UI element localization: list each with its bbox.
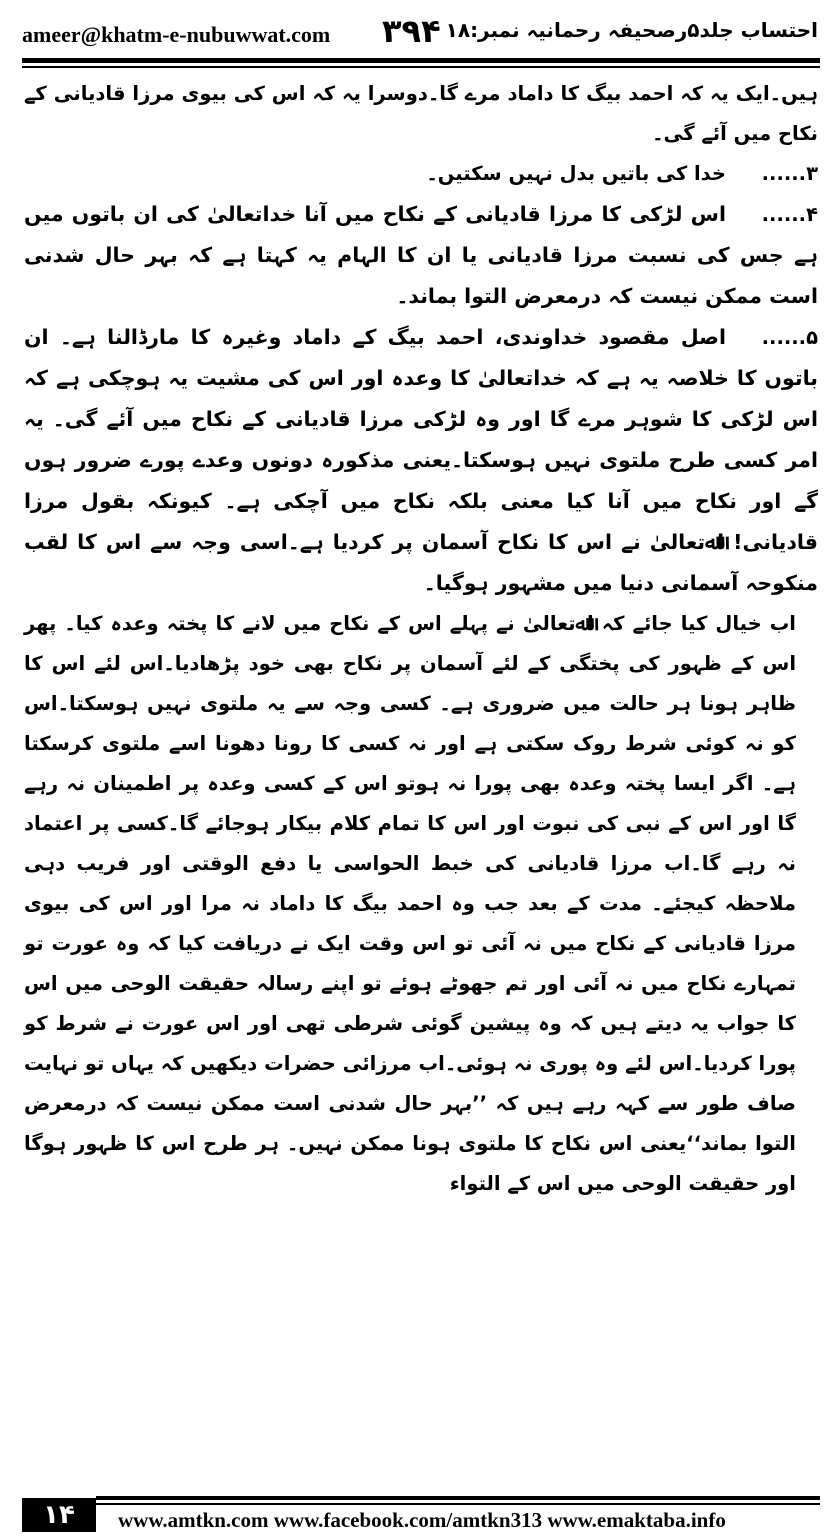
- paragraph-text: اس لڑکی کا مرزا قادیانی کے نکاح میں آنا خداتعالیٰ کی ان باتوں میں ہے جس کی نسبت مرزا قادیانی یا ان کا الہام یہ کہتا ہے کہ بہر حال شدنی است ممکن نیست کہ درمعرض التوا بماند۔: [24, 202, 818, 308]
- header-page-number: ۳۹۴: [382, 12, 441, 50]
- paragraph-text: ہیں۔ایک یہ کہ احمد بیگ کا داماد مرے گا۔دوسرا یہ کہ اس کی بیوی مرزا قادیانی کے نکاح میں آئے گی۔: [24, 82, 818, 145]
- page-header: [0, 0, 840, 62]
- footer-page-number: ۱۴: [22, 1498, 96, 1532]
- paragraph-item-4: [24, 194, 818, 317]
- page-footer: [0, 1490, 840, 1540]
- footer-rule-thick: [96, 1496, 820, 1500]
- page-body: [24, 74, 818, 1204]
- footer-urls: www.amtkn.com www.facebook.com/amtkn313 www.emaktaba.info: [118, 1508, 726, 1532]
- item-number: ۴......: [761, 203, 818, 226]
- paragraph-text: خدا کی باتیں بدل نہیں سکتیں۔: [426, 162, 726, 185]
- paragraph-text: اب خیال کیا جائے کہ اﷲتعالیٰ نے پہلے اس کے نکاح میں لانے کا پختہ وعدہ کیا۔ پھر اس کے ظہور کی پختگی کے لئے آسمان پر نکاح بھی خود پڑھادیا۔اس لئے اس کا ظاہر ہونا ہر حالت میں ضروری ہے۔ کسی وجہ سے یہ ملتوی نہیں ہوسکتا۔اس کو نہ کوئی شرط روک سکتی ہے اور نہ کسی کا رونا دھونا اسے ملتوی کرسکتا ہے۔ اگر ایسا پختہ وعدہ بھی پورا نہ ہوتو اس کے کسی وعدہ پر اطمینان نہ رہے گا اور اس کے نبی کی نبوت اور اس کا تمام کلام بیکار ہوجائے گا۔کسی پر اعتماد نہ رہے گا۔اب مرزا قادیانی کی خبط الحواسی یا دفع الوقتی اور فریب دہی ملاحظہ کیجئے۔ مدت کے بعد جب وہ احمد بیگ کا داماد نہ مرا اور اس کی بیوی مرزا قادیانی کے نکاح میں نہ آئی تو اس وقت ایک نے دریافت کیا کہ وہ عورت تو تمہارے نکاح میں نہ آئی اور تم جھوٹے ہوئے تو اپنے رسالہ حقیقت الوحی میں اس کا جواب یہ دیتے ہیں کہ وہ پیشین گوئی شرطی تھی اور اس عورت نے شرط کو پورا کردیا۔اس لئے وہ پوری نہ ہوئی۔اب مرزائی حضرات دیکھیں کہ یہاں تو نہایت صاف طور سے کہہ رہے ہیں کہ ’’بہر حال شدنی است ممکن نیست کہ درمعرض التوا بماند‘‘یعنی اس نکاح کا ملتوی ہونا ممکن نہیں۔ ہر طرح اس کا ظہور ہوگا اور حقیقت الوحی میں اس کے التواء: [24, 612, 796, 1195]
- footer-rule-thin: [96, 1503, 820, 1505]
- header-rule-thick: [22, 58, 820, 63]
- paragraph-continuation: [24, 74, 818, 154]
- paragraph-main: [24, 604, 818, 1204]
- header-title: احتساب جلد۵رصحیفہ رحمانیہ نمبر:۱۸: [445, 18, 818, 42]
- header-email: ameer@khatm-e-nubuwwat.com: [22, 22, 331, 47]
- item-number: ۵......: [761, 326, 818, 349]
- paragraph-item-3: [24, 154, 818, 194]
- paragraph-text: اصل مقصود خداوندی، احمد بیگ کے داماد وغیرہ کا مارڈالنا ہے۔ ان باتوں کا خلاصہ یہ ہے کہ خداتعالیٰ کا وعدہ اور اس کی مشیت یہ ہوچکی ہے کہ اس لڑکی کا شوہر مرے گا اور وہ لڑکی مرزا قادیانی کے نکاح میں آئے گی۔ یہ امر کسی طرح ملتوی نہیں ہوسکتا۔یعنی مذکورہ دونوں وعدے پورے ضرور ہوں گے اور نکاح میں آنا کیا معنی بلکہ نکاح میں آچکی ہے۔ کیونکہ بقول مرزا قادیانی! اﷲتعالیٰ نے اس کا نکاح آسمان پر کردیا ہے۔اسی وجہ سے اس کا لقب منکوحہ آسمانی دنیا میں مشہور ہوگیا۔: [24, 325, 818, 595]
- header-rule-thin: [22, 66, 820, 68]
- item-number: ۳......: [761, 162, 818, 185]
- paragraph-item-5: [24, 317, 818, 604]
